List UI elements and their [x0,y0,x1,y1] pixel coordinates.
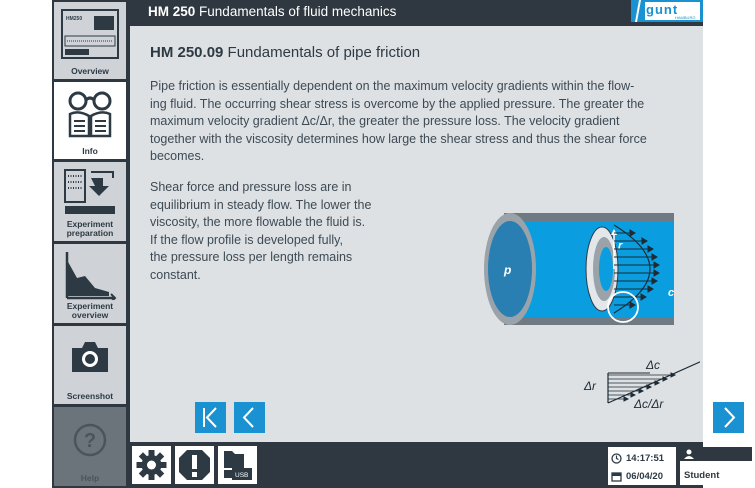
user-name: Student [684,470,720,481]
sidebar-item-label: Experiment overview [66,301,114,320]
content-panel [130,26,703,442]
app-title [148,4,396,19]
download-device-icon [63,168,117,218]
sidebar-item-experiment-preparation[interactable] [54,162,126,241]
first-page-button[interactable] [195,402,226,433]
experiment-code: HM 250.09 [150,44,224,61]
delta-c-label: Δc [646,358,661,372]
calendar-icon [611,471,622,482]
svg-text:gunt: gunt [646,2,679,17]
clock-icon [611,453,622,464]
svg-text:?: ? [83,430,97,452]
sidebar-item-experiment-overview[interactable] [54,244,126,323]
sidebar-item-label: Screenshot [66,391,114,401]
app-frame [52,0,720,488]
svg-text:HAMBURG: HAMBURG [675,15,696,20]
user-header [680,447,752,461]
page-title [150,44,420,61]
sidebar-item-label: Help [80,473,100,483]
usb-folder-icon [218,446,257,484]
product-title: Fundamentals of fluid mechanics [199,4,397,19]
radius-label: r [618,240,623,252]
exclamation-icon [175,446,214,484]
velocity-label: c [668,287,675,299]
device-overview-icon [60,8,120,60]
sidebar-item-overview[interactable] [54,2,126,79]
sidebar-item-label: Info [82,146,98,156]
date-value: 06/04/20 [626,471,663,482]
glasses-book-icon [67,90,113,140]
gradient-label: Δc/Δr [634,397,664,411]
header [130,0,703,22]
warning-button[interactable] [175,446,214,484]
chevron-left-icon [234,402,265,433]
experiment-title: Fundamentals of pipe friction [227,44,421,61]
sidebar-item-info[interactable] [54,82,126,159]
user-display[interactable] [680,447,752,485]
skip-first-icon [195,402,226,433]
sidebar-item-screenshot[interactable] [54,326,126,404]
product-code: HM 250 [148,4,196,19]
shear-force-paragraph: Shear force and pressure loss are in equilibrium in steady flow. The lower the viscosity, the more flowable the fluid is. If the flow profile is developed fully, the pressure loss per length remains constant. [150,180,372,282]
pipe-flow-diagram [450,211,700,411]
gear-icon [132,446,171,484]
usb-label: USB [235,472,249,479]
user-icon [684,449,694,459]
intro-paragraph: Pipe friction is essentially dependent on the maximum velocity gradients within the flow- ing fluid. The occurring shear stress is overcome by the applied pressure. The greater the maximum velocity gradient Δc/Δr, the greater the pressure loss. The velocity gradient together with the viscosity determines how large the shear stress and thus the shear force becomes. [150,79,647,163]
next-page-button[interactable] [713,402,744,433]
time-value: 14:17:51 [626,453,665,464]
chart-icon [63,250,117,300]
chevron-right-icon [713,402,744,433]
sidebar [52,0,128,488]
sidebar-item-label: Experiment preparation [66,219,114,238]
device-label: HM250 [66,16,83,22]
settings-button[interactable] [132,446,171,484]
help-icon [73,423,107,457]
camera-icon [70,340,110,374]
sidebar-item-label: Overview [71,66,109,76]
usb-export-button[interactable] [218,446,257,484]
sidebar-item-help[interactable] [54,407,126,486]
previous-page-button[interactable] [234,402,265,433]
logo-mark-icon [631,0,703,22]
delta-r-label: Δr [584,379,597,393]
bottom-toolbar [130,444,720,488]
datetime-display [608,447,676,485]
gunt-logo [631,0,703,22]
pressure-label: p [504,263,512,277]
